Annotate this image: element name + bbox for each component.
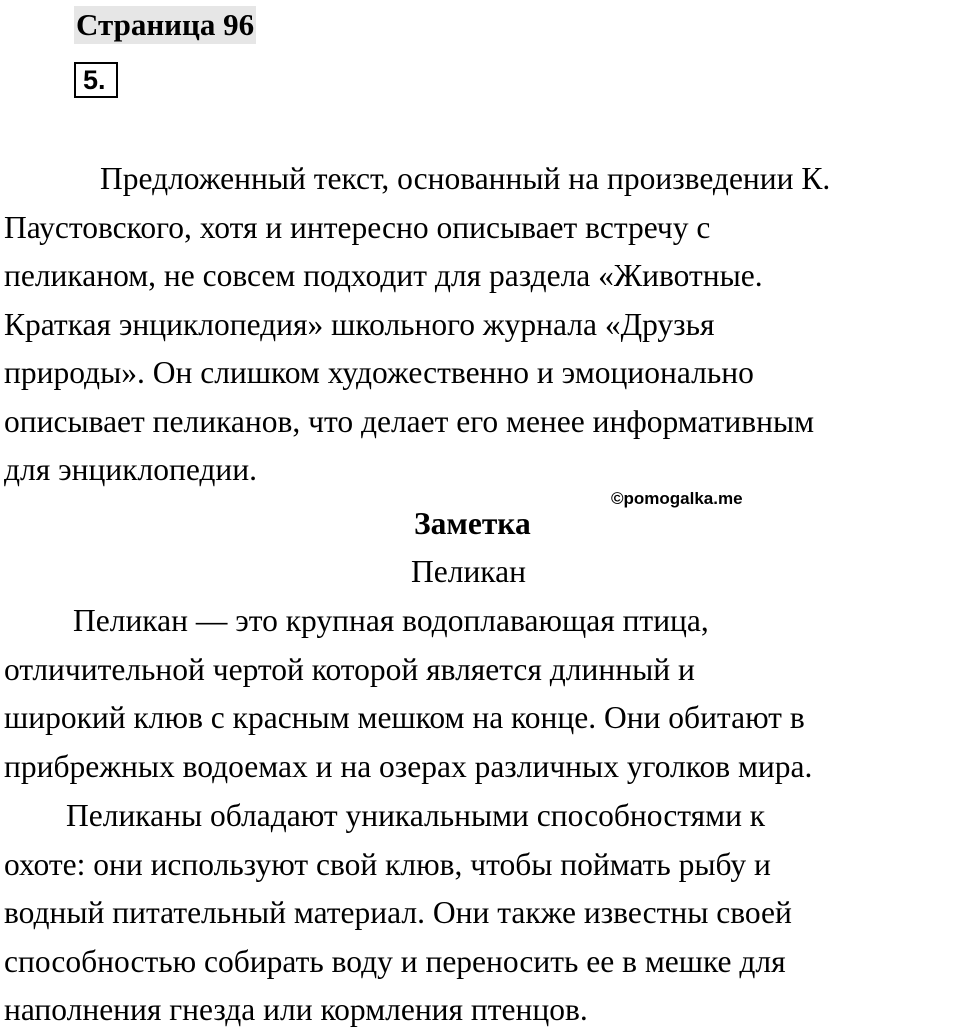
note-subtitle: Пеликан xyxy=(411,554,526,589)
note-heading: Заметка xyxy=(414,506,531,541)
note-paragraph-2 xyxy=(4,792,960,1035)
paragraph-line: описывает пеликанов, что делает его менее информативным xyxy=(4,403,815,439)
intro-paragraph xyxy=(4,155,960,495)
paragraph-line: природы». Он слишком художественно и эмоционально xyxy=(4,355,754,390)
paragraph-line: пеликаном, не совсем подходит для раздела «Животные. xyxy=(4,258,763,293)
paragraph-line: наполнения гнезда или кормления птенцов. xyxy=(4,992,588,1027)
watermark: ©pomogalka.me xyxy=(611,489,743,508)
paragraph-line: Краткая энциклопедия» школьного журнала «Друзья xyxy=(4,306,715,342)
note-paragraph-1 xyxy=(4,597,960,791)
paragraph-line: Паустовского, хотя и интересно описывает встречу с xyxy=(4,209,711,245)
paragraph-line: прибрежных водоемах и на озерах различных уголков мира. xyxy=(4,748,813,784)
paragraph-line: способностью собирать воду и переносить ее в мешке для xyxy=(4,943,786,979)
paragraph-line: для энциклопедии. xyxy=(4,452,258,487)
paragraph-line: отличительной чертой которой является длинный и xyxy=(4,651,695,687)
paragraph-line: Пеликан — это крупная водоплавающая птица, xyxy=(73,603,709,638)
paragraph-line: Пеликаны обладают уникальными способностями к xyxy=(66,798,766,833)
task-number-box: 5. xyxy=(74,62,118,98)
paragraph-line: Предложенный текст, основанный на произведении К. xyxy=(100,161,831,196)
page-header: Страница 96 xyxy=(76,7,255,42)
paragraph-line: широкий клюв с красным мешком на конце. Они обитают в xyxy=(4,700,805,735)
paragraph-line: охоте: они используют свой клюв, чтобы поймать рыбу и xyxy=(4,846,771,882)
paragraph-line: водный питательный материал. Они также известны своей xyxy=(4,895,792,930)
